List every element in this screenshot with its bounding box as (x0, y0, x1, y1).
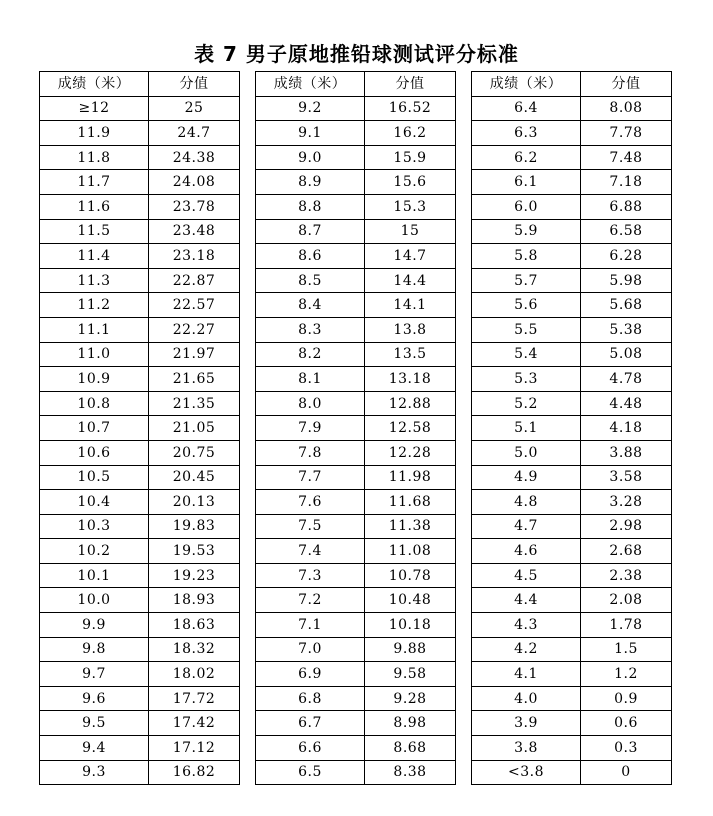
table-row (40, 268, 240, 293)
result-cell: 10.1 (40, 563, 149, 588)
result-cell: 5.9 (472, 219, 581, 244)
table-row (256, 342, 456, 367)
table-header-row (472, 72, 672, 97)
table-row (472, 170, 672, 195)
result-cell: 10.7 (40, 416, 149, 441)
score-cell: 2.38 (581, 563, 672, 588)
score-cell: 8.98 (365, 711, 456, 736)
result-cell: 9.6 (40, 686, 149, 711)
result-cell: 8.0 (256, 391, 365, 416)
table-row (256, 145, 456, 170)
score-cell: 21.97 (149, 342, 240, 367)
table-row (40, 194, 240, 219)
score-cell: 22.87 (149, 268, 240, 293)
score-cell: 25 (149, 96, 240, 121)
score-cell: 18.02 (149, 662, 240, 687)
table-row (40, 539, 240, 564)
table-row (472, 145, 672, 170)
result-cell: 5.5 (472, 317, 581, 342)
table-row (472, 194, 672, 219)
table-row (472, 613, 672, 638)
score-cell: 9.28 (365, 686, 456, 711)
result-cell: 4.9 (472, 465, 581, 490)
table-row (256, 465, 456, 490)
column-header-score: 分值 (149, 72, 240, 97)
result-cell: 4.1 (472, 662, 581, 687)
table-row (40, 760, 240, 785)
score-cell: 5.98 (581, 268, 672, 293)
score-cell: 17.72 (149, 686, 240, 711)
table-row (40, 662, 240, 687)
score-cell: 0 (581, 760, 672, 785)
score-cell: 24.38 (149, 145, 240, 170)
table-row (472, 317, 672, 342)
score-cell: 18.63 (149, 613, 240, 638)
result-cell: 11.1 (40, 317, 149, 342)
result-cell: 9.9 (40, 613, 149, 638)
result-cell: 4.6 (472, 539, 581, 564)
result-cell: 4.8 (472, 490, 581, 515)
score-cell: 15.6 (365, 170, 456, 195)
result-cell: 4.0 (472, 686, 581, 711)
result-cell: 8.8 (256, 194, 365, 219)
result-cell: 5.0 (472, 440, 581, 465)
table-row (472, 563, 672, 588)
table-row (256, 514, 456, 539)
table-row (472, 367, 672, 392)
score-cell: 18.93 (149, 588, 240, 613)
table-row (472, 244, 672, 269)
score-cell: 20.75 (149, 440, 240, 465)
table-row (256, 440, 456, 465)
score-cell: 15 (365, 219, 456, 244)
score-cell: 14.1 (365, 293, 456, 318)
result-cell: 6.6 (256, 736, 365, 761)
score-cell: 8.38 (365, 760, 456, 785)
result-cell: 5.3 (472, 367, 581, 392)
score-cell: 7.48 (581, 145, 672, 170)
score-cell: 7.78 (581, 121, 672, 146)
result-cell: 7.5 (256, 514, 365, 539)
result-cell: 11.6 (40, 194, 149, 219)
table-row (472, 293, 672, 318)
result-cell: 8.9 (256, 170, 365, 195)
score-cell: 21.65 (149, 367, 240, 392)
table-row (40, 736, 240, 761)
result-cell: 9.0 (256, 145, 365, 170)
score-cell: 16.82 (149, 760, 240, 785)
score-cell: 23.48 (149, 219, 240, 244)
result-cell: 3.8 (472, 736, 581, 761)
result-cell: 5.1 (472, 416, 581, 441)
result-cell: 9.7 (40, 662, 149, 687)
table-row (40, 711, 240, 736)
table-row (40, 145, 240, 170)
table-row (256, 268, 456, 293)
score-cell: 4.78 (581, 367, 672, 392)
result-cell: 8.6 (256, 244, 365, 269)
score-cell: 3.28 (581, 490, 672, 515)
column-header-result: 成绩（米） (40, 72, 149, 97)
score-cell: 19.83 (149, 514, 240, 539)
table-row (40, 170, 240, 195)
table-row (472, 760, 672, 785)
table-row (256, 293, 456, 318)
score-cell: 15.9 (365, 145, 456, 170)
score-cell: 23.78 (149, 194, 240, 219)
result-cell: 10.6 (40, 440, 149, 465)
table-row (40, 637, 240, 662)
table-row (256, 416, 456, 441)
table-row (472, 588, 672, 613)
score-table-3 (471, 71, 672, 785)
result-cell: 7.9 (256, 416, 365, 441)
result-cell: 11.5 (40, 219, 149, 244)
score-cell: 11.68 (365, 490, 456, 515)
score-cell: 7.18 (581, 170, 672, 195)
result-cell: 8.1 (256, 367, 365, 392)
table-row (256, 219, 456, 244)
table-row (40, 563, 240, 588)
score-cell: 22.57 (149, 293, 240, 318)
result-cell: 9.2 (256, 96, 365, 121)
score-cell: 0.3 (581, 736, 672, 761)
score-cell: 13.18 (365, 367, 456, 392)
result-cell: 7.0 (256, 637, 365, 662)
result-cell: 9.5 (40, 711, 149, 736)
result-cell: 7.6 (256, 490, 365, 515)
result-cell: 5.8 (472, 244, 581, 269)
table-row (40, 490, 240, 515)
score-cell: 12.58 (365, 416, 456, 441)
score-cell: 14.7 (365, 244, 456, 269)
table-row (472, 440, 672, 465)
column-header-result: 成绩（米） (472, 72, 581, 97)
result-cell: 6.2 (472, 145, 581, 170)
table-row (256, 662, 456, 687)
table-row (40, 293, 240, 318)
score-cell: 10.78 (365, 563, 456, 588)
table-row (256, 613, 456, 638)
score-cell: 21.05 (149, 416, 240, 441)
score-cell: 19.53 (149, 539, 240, 564)
score-cell: 8.08 (581, 96, 672, 121)
score-cell: 10.18 (365, 613, 456, 638)
score-cell: 13.5 (365, 342, 456, 367)
table-row (256, 563, 456, 588)
result-cell: 9.4 (40, 736, 149, 761)
table-row (256, 588, 456, 613)
table-row (256, 391, 456, 416)
table-row (472, 490, 672, 515)
table-row (256, 686, 456, 711)
score-cell: 6.28 (581, 244, 672, 269)
result-cell: 10.2 (40, 539, 149, 564)
table-row (472, 686, 672, 711)
table-row (256, 736, 456, 761)
result-cell: 7.7 (256, 465, 365, 490)
table-row (40, 686, 240, 711)
score-cell: 5.38 (581, 317, 672, 342)
result-cell: 7.8 (256, 440, 365, 465)
score-cell: 22.27 (149, 317, 240, 342)
score-table-2 (255, 71, 456, 785)
result-cell: 8.7 (256, 219, 365, 244)
table-row (472, 96, 672, 121)
result-cell: 7.1 (256, 613, 365, 638)
table-header-row (256, 72, 456, 97)
table-row (472, 465, 672, 490)
result-cell: 6.7 (256, 711, 365, 736)
table-row (472, 342, 672, 367)
table-row (40, 514, 240, 539)
result-cell: 11.8 (40, 145, 149, 170)
result-cell: 6.3 (472, 121, 581, 146)
column-header-score: 分值 (581, 72, 672, 97)
result-cell: 5.6 (472, 293, 581, 318)
result-cell: 8.5 (256, 268, 365, 293)
score-cell: 11.08 (365, 539, 456, 564)
score-cell: 2.68 (581, 539, 672, 564)
score-cell: 18.32 (149, 637, 240, 662)
score-cell: 0.6 (581, 711, 672, 736)
result-cell: 3.9 (472, 711, 581, 736)
table-row (256, 637, 456, 662)
column-header-score: 分值 (365, 72, 456, 97)
table-row (256, 121, 456, 146)
result-cell: 8.3 (256, 317, 365, 342)
result-cell: 7.4 (256, 539, 365, 564)
score-cell: 4.48 (581, 391, 672, 416)
score-cell: 24.7 (149, 121, 240, 146)
result-cell: 4.2 (472, 637, 581, 662)
score-cell: 10.48 (365, 588, 456, 613)
result-cell: 5.7 (472, 268, 581, 293)
table-row (256, 317, 456, 342)
score-cell: 17.42 (149, 711, 240, 736)
table-row (40, 342, 240, 367)
result-cell: 11.4 (40, 244, 149, 269)
page-title: 表 7 男子原地推铅球测试评分标准 (194, 42, 519, 66)
result-cell: 8.4 (256, 293, 365, 318)
score-cell: 14.4 (365, 268, 456, 293)
result-cell: ≥12 (40, 96, 149, 121)
result-cell: 10.9 (40, 367, 149, 392)
score-cell: 19.23 (149, 563, 240, 588)
table-row (256, 170, 456, 195)
score-cell: 16.2 (365, 121, 456, 146)
score-table-1 (39, 71, 240, 785)
result-cell: 10.4 (40, 490, 149, 515)
result-cell: 10.3 (40, 514, 149, 539)
result-cell: 11.7 (40, 170, 149, 195)
score-cell: 5.68 (581, 293, 672, 318)
table-row (40, 244, 240, 269)
result-cell: 10.5 (40, 465, 149, 490)
score-cell: 1.2 (581, 662, 672, 687)
score-cell: 17.12 (149, 736, 240, 761)
result-cell: 11.0 (40, 342, 149, 367)
table-row (40, 440, 240, 465)
score-cell: 5.08 (581, 342, 672, 367)
table-row (472, 219, 672, 244)
result-cell: 6.9 (256, 662, 365, 687)
table-row (256, 760, 456, 785)
score-cell: 12.88 (365, 391, 456, 416)
table-row (40, 219, 240, 244)
result-cell: 6.4 (472, 96, 581, 121)
score-cell: 24.08 (149, 170, 240, 195)
score-cell: 23.18 (149, 244, 240, 269)
score-cell: 0.9 (581, 686, 672, 711)
result-cell: 7.2 (256, 588, 365, 613)
score-cell: 3.58 (581, 465, 672, 490)
result-cell: 8.2 (256, 342, 365, 367)
table-row (40, 588, 240, 613)
score-cell: 4.18 (581, 416, 672, 441)
result-cell: 6.1 (472, 170, 581, 195)
table-row (472, 391, 672, 416)
table-row (40, 367, 240, 392)
table-row (256, 711, 456, 736)
score-cell: 9.88 (365, 637, 456, 662)
table-row (472, 711, 672, 736)
score-cell: 21.35 (149, 391, 240, 416)
score-cell: 16.52 (365, 96, 456, 121)
score-cell: 11.38 (365, 514, 456, 539)
score-cell: 2.08 (581, 588, 672, 613)
table-row (472, 416, 672, 441)
table-row (40, 416, 240, 441)
table-row (472, 121, 672, 146)
result-cell: 5.4 (472, 342, 581, 367)
table-row (40, 391, 240, 416)
table-row (472, 662, 672, 687)
score-cell: 12.28 (365, 440, 456, 465)
result-cell: 6.0 (472, 194, 581, 219)
result-cell: 7.3 (256, 563, 365, 588)
result-cell: 4.4 (472, 588, 581, 613)
table-row (256, 490, 456, 515)
result-cell: 11.3 (40, 268, 149, 293)
table-row (472, 637, 672, 662)
column-header-result: 成绩（米） (256, 72, 365, 97)
table-row (256, 244, 456, 269)
result-cell: 10.8 (40, 391, 149, 416)
result-cell: 6.5 (256, 760, 365, 785)
result-cell: 6.8 (256, 686, 365, 711)
table-row (40, 465, 240, 490)
score-cell: 13.8 (365, 317, 456, 342)
score-cell: 20.45 (149, 465, 240, 490)
score-cell: 6.88 (581, 194, 672, 219)
score-cell: 6.58 (581, 219, 672, 244)
table-row (472, 539, 672, 564)
result-cell: 11.2 (40, 293, 149, 318)
score-cell: 1.5 (581, 637, 672, 662)
result-cell: <3.8 (472, 760, 581, 785)
table-row (256, 367, 456, 392)
result-cell: 11.9 (40, 121, 149, 146)
result-cell: 9.8 (40, 637, 149, 662)
result-cell: 4.3 (472, 613, 581, 638)
result-cell: 9.3 (40, 760, 149, 785)
score-cell: 20.13 (149, 490, 240, 515)
table-row (256, 96, 456, 121)
table-row (40, 613, 240, 638)
table-row (256, 539, 456, 564)
table-row (40, 121, 240, 146)
table-row (472, 268, 672, 293)
table-row (40, 317, 240, 342)
table-header-row (40, 72, 240, 97)
score-cell: 8.68 (365, 736, 456, 761)
score-cell: 3.88 (581, 440, 672, 465)
score-cell: 1.78 (581, 613, 672, 638)
table-row (256, 194, 456, 219)
score-cell: 15.3 (365, 194, 456, 219)
score-cell: 11.98 (365, 465, 456, 490)
result-cell: 10.0 (40, 588, 149, 613)
result-cell: 5.2 (472, 391, 581, 416)
table-row (472, 736, 672, 761)
table-row (472, 514, 672, 539)
score-cell: 9.58 (365, 662, 456, 687)
result-cell: 9.1 (256, 121, 365, 146)
result-cell: 4.5 (472, 563, 581, 588)
table-row (40, 96, 240, 121)
score-cell: 2.98 (581, 514, 672, 539)
result-cell: 4.7 (472, 514, 581, 539)
